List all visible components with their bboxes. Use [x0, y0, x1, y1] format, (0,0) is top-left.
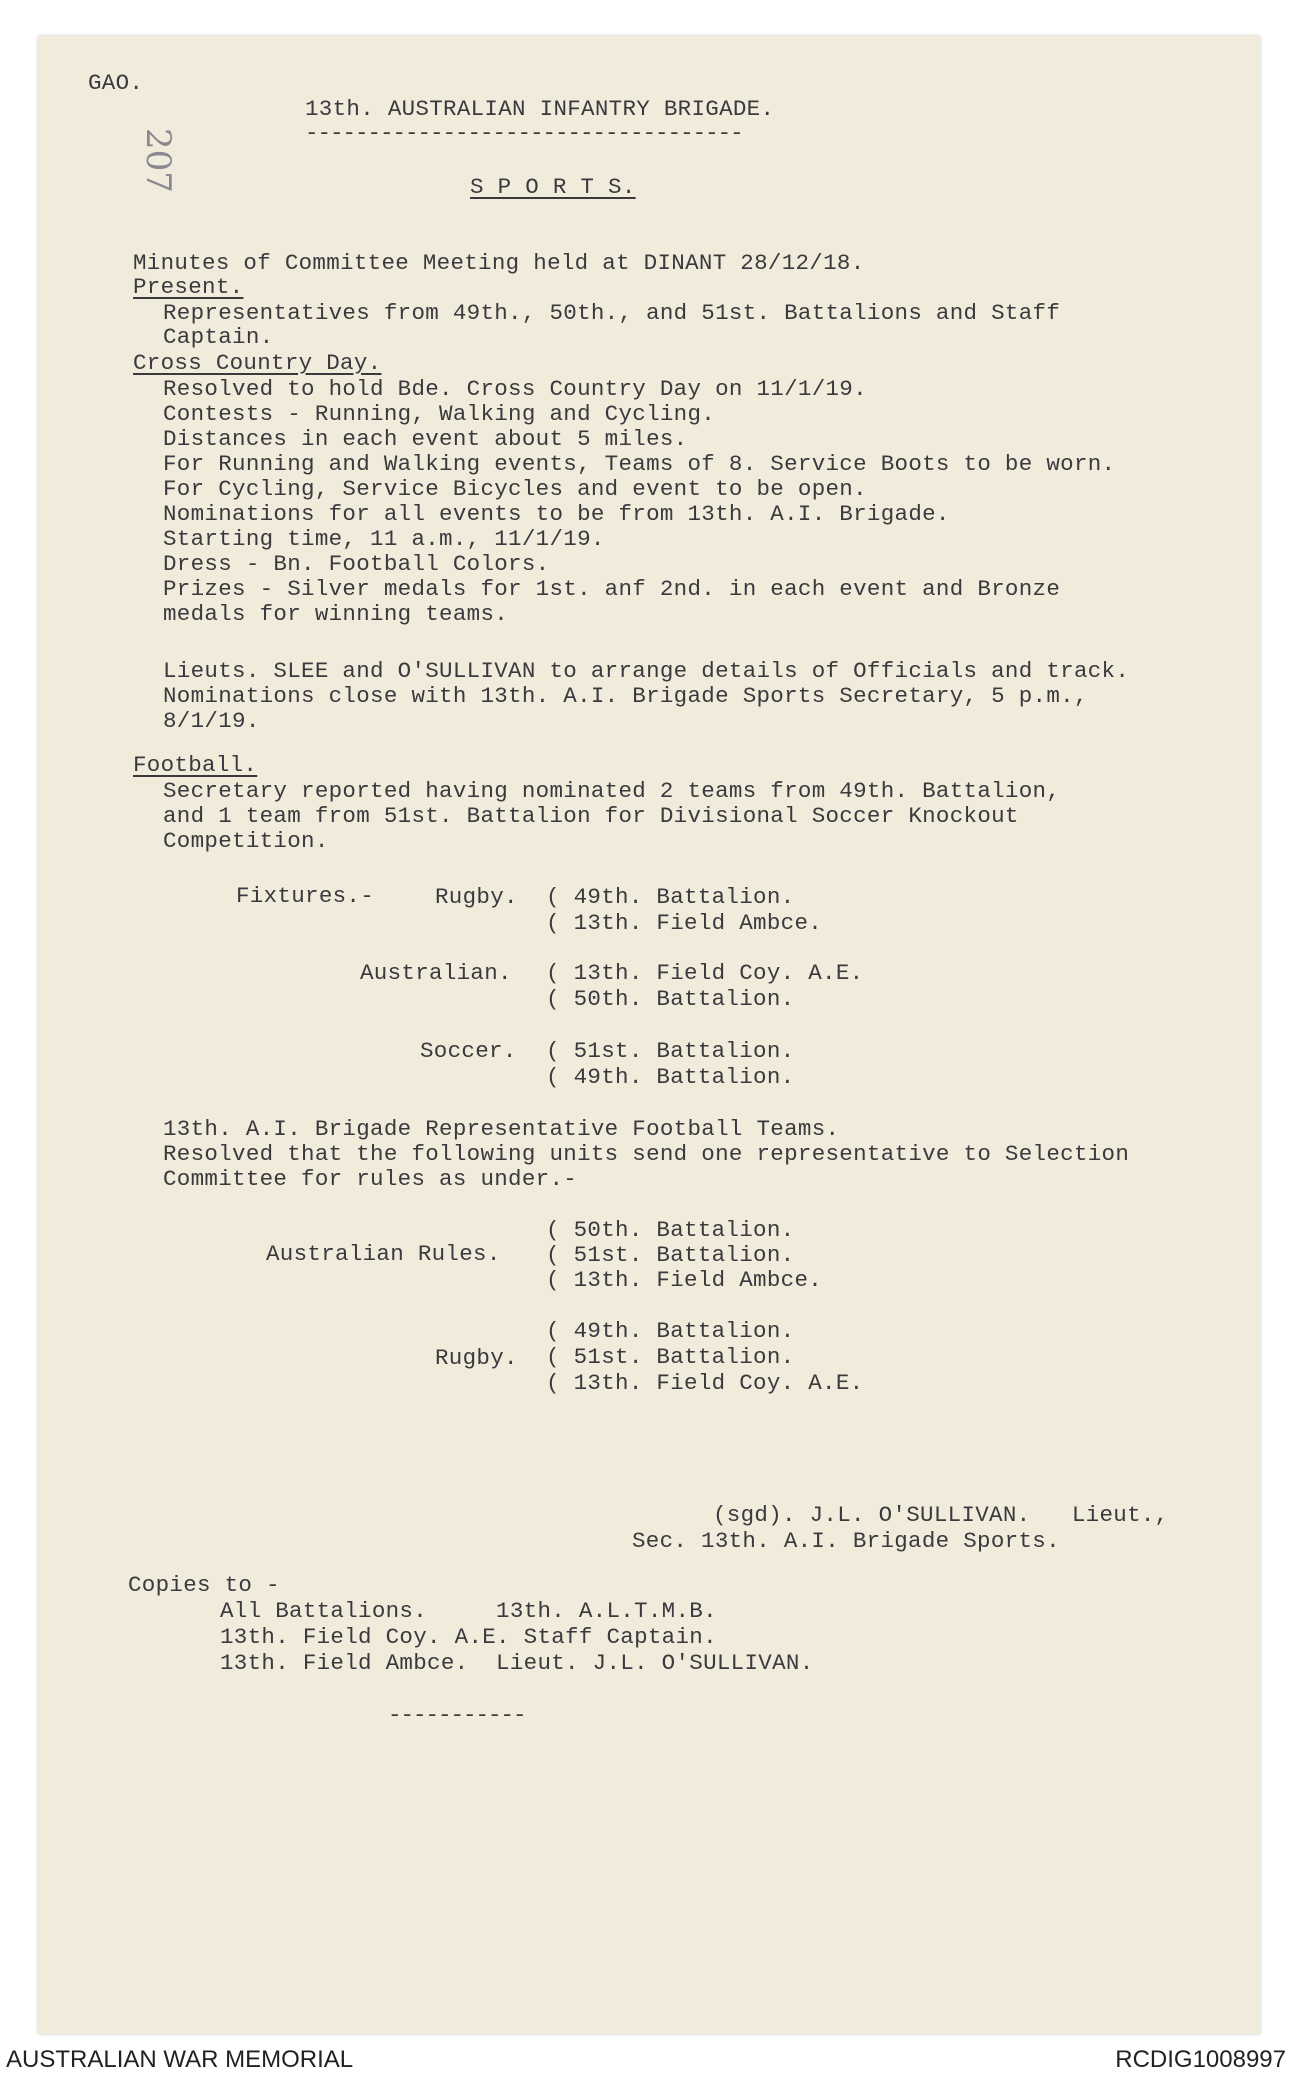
- cross-country-line: Starting time, 11 a.m., 11/1/19.: [163, 526, 605, 552]
- footer-archive-name: AUSTRALIAN WAR MEMORIAL: [6, 2046, 354, 2073]
- cross-country-line: For Running and Walking events, Teams of 8. Service Boots to be worn.: [163, 451, 1116, 477]
- present-line: Representatives from 49th., 50th., and 51st. Battalions and Staff: [163, 300, 1061, 326]
- fixture-team: ( 13th. Field Coy. A.E.: [546, 960, 864, 986]
- rep-group-code: Australian Rules.: [266, 1241, 501, 1267]
- fixture-code: Soccer.: [420, 1038, 517, 1064]
- minutes-line: Minutes of Committee Meeting held at DINANT 28/12/18.: [133, 250, 865, 276]
- football-line: and 1 team from 51st. Battalion for Divisional Soccer Knockout: [163, 803, 1019, 829]
- copies-line: All Battalions. 13th. A.L.T.M.B.: [220, 1598, 717, 1624]
- copies-line: 13th. Field Ambce. Lieut. J.L. O'SULLIVAN.: [220, 1650, 814, 1676]
- fixture-team: ( 13th. Field Ambce.: [546, 910, 823, 936]
- cross-country-line: medals for winning teams.: [163, 601, 509, 627]
- fixture-team: ( 49th. Battalion.: [546, 884, 795, 910]
- rep-group-unit: ( 51st. Battalion.: [546, 1344, 795, 1370]
- document-title: 13th. AUSTRALIAN INFANTRY BRIGADE.: [305, 96, 775, 122]
- present-heading: Present.: [133, 274, 244, 300]
- football-line: Secretary reported having nominated 2 teams from 49th. Battalion,: [163, 778, 1061, 804]
- cross-country-line: Prizes - Silver medals for 1st. anf 2nd. in each event and Bronze: [163, 576, 1061, 602]
- football-line: Competition.: [163, 828, 329, 854]
- signature-line: Sec. 13th. A.I. Brigade Sports.: [632, 1528, 1060, 1554]
- reference-code: GAO.: [88, 70, 144, 96]
- fixture-team: ( 49th. Battalion.: [546, 1064, 795, 1090]
- cross-country-line: Distances in each event about 5 miles.: [163, 426, 688, 452]
- representative-line: 13th. A.I. Brigade Representative Football Teams.: [163, 1116, 840, 1142]
- present-line: Captain.: [163, 324, 274, 350]
- cross-country-line: Nominations for all events to be from 13th. A.I. Brigade.: [163, 501, 950, 527]
- representative-line: Resolved that the following units send one representative to Selection: [163, 1141, 1130, 1167]
- officials-line: 8/1/19.: [163, 708, 260, 734]
- fixture-code: Australian.: [360, 960, 512, 986]
- copies-heading: Copies to -: [128, 1572, 280, 1598]
- title-rule: -----------------------------------: [305, 120, 743, 146]
- cross-country-heading: Cross Country Day.: [133, 350, 382, 376]
- rep-group-unit: ( 13th. Field Coy. A.E.: [546, 1370, 864, 1396]
- handwritten-folio-number: 207: [138, 128, 178, 193]
- end-rule: -----------: [388, 1702, 526, 1728]
- document-subtitle: S P O R T S.: [470, 174, 636, 200]
- signature-line: (sgd). J.L. O'SULLIVAN. Lieut.,: [713, 1502, 1169, 1528]
- rep-group-unit: ( 49th. Battalion.: [546, 1318, 795, 1344]
- cross-country-line: For Cycling, Service Bicycles and event to be open.: [163, 476, 867, 502]
- rep-group-unit: ( 13th. Field Ambce.: [546, 1267, 823, 1293]
- cross-country-line: Dress - Bn. Football Colors.: [163, 551, 550, 577]
- cross-country-line: Resolved to hold Bde. Cross Country Day on 11/1/19.: [163, 376, 867, 402]
- rep-group-code: Rugby.: [435, 1345, 518, 1371]
- footer-catalogue-id: RCDIG1008997: [1115, 2046, 1286, 2073]
- rep-group-unit: ( 51st. Battalion.: [546, 1242, 795, 1268]
- rep-group-unit: ( 50th. Battalion.: [546, 1217, 795, 1243]
- fixture-team: ( 51st. Battalion.: [546, 1038, 795, 1064]
- officials-line: Nominations close with 13th. A.I. Brigade Sports Secretary, 5 p.m.,: [163, 683, 1088, 709]
- cross-country-line: Contests - Running, Walking and Cycling.: [163, 401, 716, 427]
- copies-line: 13th. Field Coy. A.E. Staff Captain.: [220, 1624, 717, 1650]
- officials-line: Lieuts. SLEE and O'SULLIVAN to arrange details of Officials and track.: [163, 658, 1130, 684]
- fixtures-label: Fixtures.-: [236, 883, 375, 909]
- fixture-code: Rugby.: [435, 884, 518, 910]
- representative-line: Committee for rules as under.-: [163, 1166, 578, 1192]
- football-heading: Football.: [133, 752, 258, 778]
- fixture-team: ( 50th. Battalion.: [546, 986, 795, 1012]
